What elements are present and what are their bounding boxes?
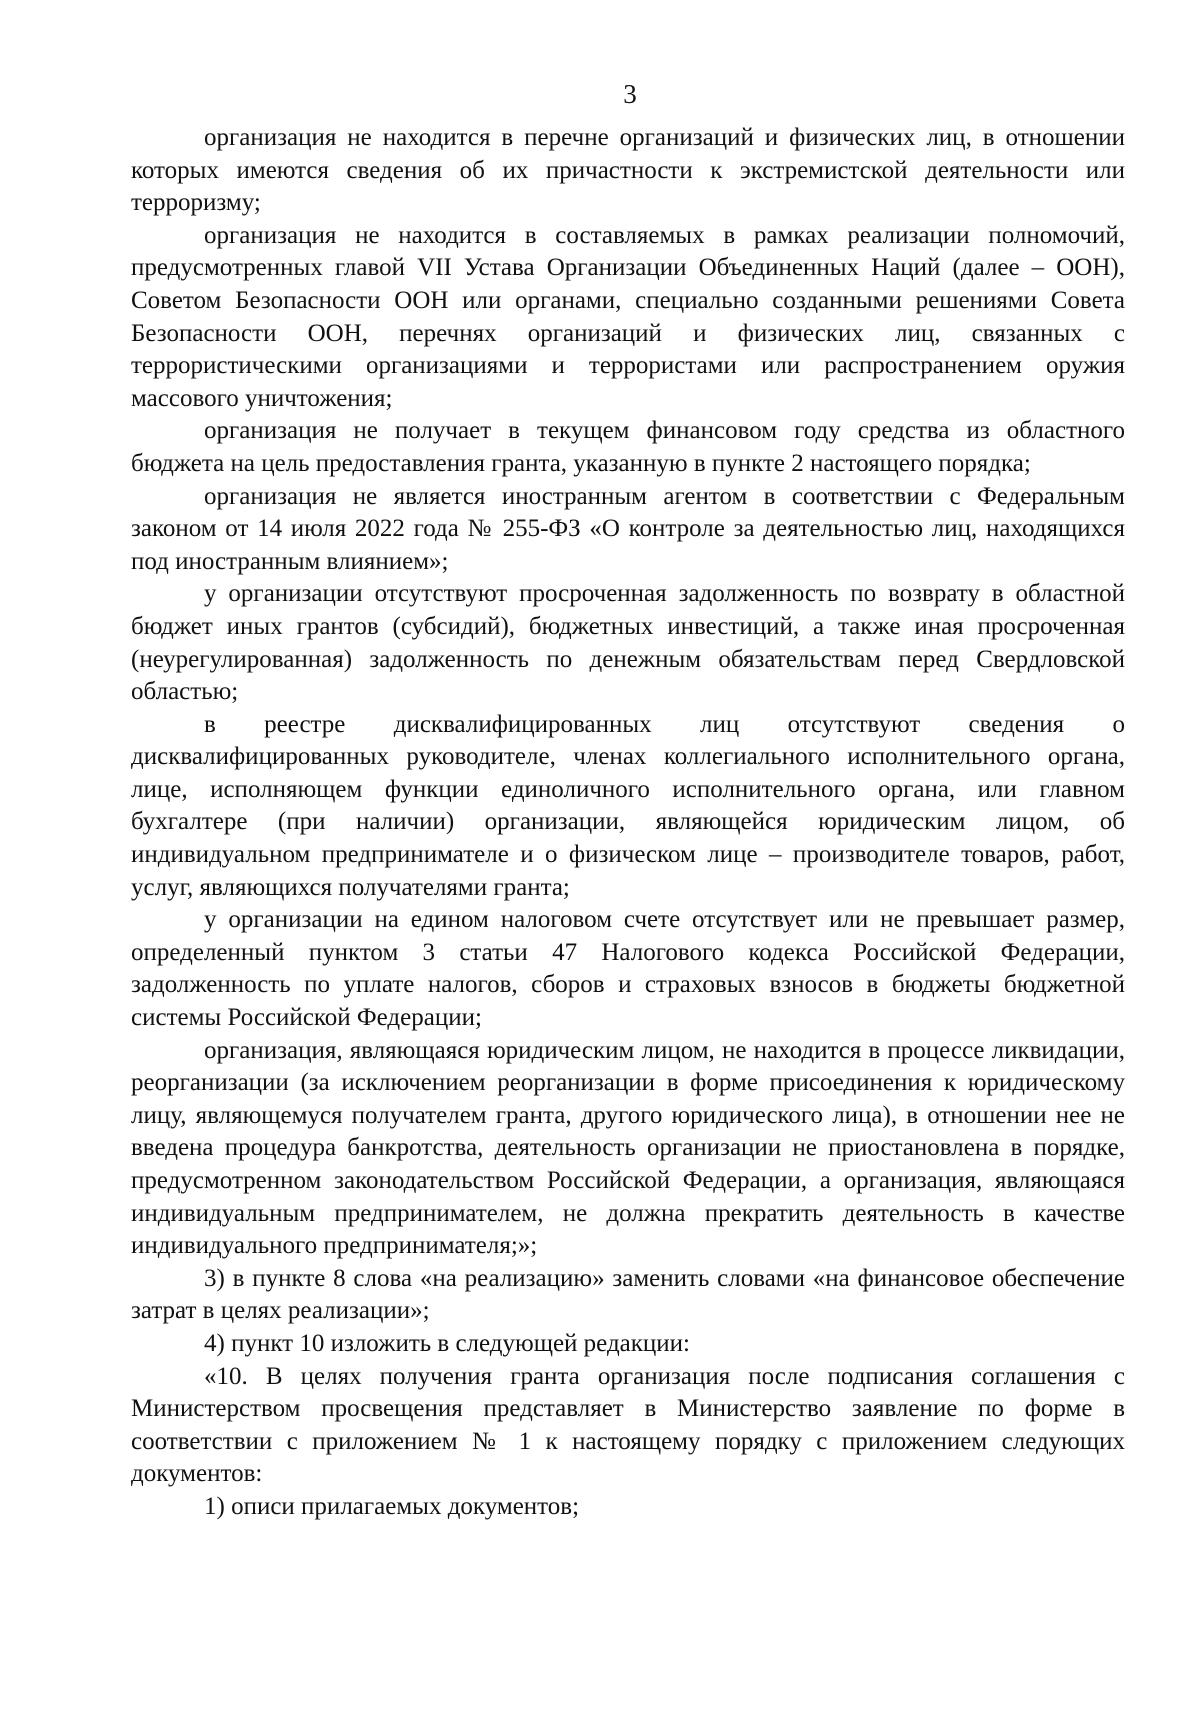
paragraph-documents-inventory: 1) описи прилагаемых документов;	[204, 1492, 580, 1520]
paragraph-liquidation: организация, являющаяся юридическим лицом, не находится в процессе ликвидации, реорганизации (за исключением реорганизации в форме присоединения к юридическому лицу, являющемуся получателем гранта, другого юридического лица), в отношении нее не введена процедура банкротства, деятельность организации не приостановлена в порядке, предусмотренном законодательством Российской Федерации, а организация, являющаяся индивидуальным предпринимателем, не должна прекратить деятельность в качестве индивидуального предпринимателя;»;	[131, 1036, 1125, 1260]
page-number: 3	[623, 79, 637, 109]
paragraph-foreign-agent: организация не является иностранным агентом в соответствии с Федеральным законом от 14 июля 2022 года № 255-ФЗ «О контроле за деятельностью лиц, находящихся под иностранным влиянием»;	[131, 482, 1125, 575]
paragraph-extremism-list: организация не находится в перечне организаций и физических лиц, в отношении которых имеются сведения об их причастности к экстремистской деятельности или терроризму;	[131, 124, 1125, 217]
paragraph-overdue-debt: у организации отсутствуют просроченная задолженность по возврату в областной бюджет иных грантов (субсидий), бюджетных инвестиций, а также иная просроченная (неурегулированная) задолженность по денежным обязательствам перед Свердловской областью;	[131, 580, 1125, 706]
paragraph-item-4: 4) пункт 10 изложить в следующей редакции:	[204, 1329, 690, 1357]
paragraph-un-sanctions-list: организация не находится в составляемых в рамках реализации полномочий, предусмотренных главой VII Устава Организации Объединенных Наций (далее – ООН), Советом Безопасности ООН или органами, специально созданными решениями Совета Безопасности ООН, перечнях организаций и физических лиц, связанных с террористическими организациями и террористами или распространением оружия массового уничтожения;	[131, 221, 1125, 412]
document-body	[131, 122, 1125, 1524]
paragraph-no-regional-funds: организация не получает в текущем финансовом году средства из областного бюджета на цель предоставления гранта, указанную в пункте 2 настоящего порядка;	[131, 417, 1125, 477]
paragraph-item-3: 3) в пункте 8 слова «на реализацию» заменить словами «на финансовое обеспечение затрат в целях реализации»;	[131, 1264, 1125, 1325]
paragraph-tax-debt: у организации на едином налоговом счете отсутствует или не превышает размер, определенный пунктом 3 статьи 47 Налогового кодекса Российской Федерации, задолженность по уплате налогов, сборов и страховых взносов в бюджеты бюджетной системы Российской Федерации;	[131, 906, 1125, 1032]
paragraph-disqualified-registry: в реестре дисквалифицированных лиц отсутствуют сведения о дисквалифицированных руководителе, членах коллегиального исполнительного органа, лице, исполняющем функции единоличного исполнительного органа, или главном бухгалтере (при наличии) организации, являющейся юридическим лицом, об индивидуальном предпринимателе и о физическом лице – производителе товаров, работ, услуг, являющихся получателями гранта;	[131, 710, 1125, 901]
paragraph-clause-10: «10. В целях получения гранта организация после подписания соглашения с Министерством просвещения представляет в Министерство заявление по форме в соответствии с приложением № 1 к настоящему порядку с приложением следующих документов:	[131, 1362, 1125, 1488]
